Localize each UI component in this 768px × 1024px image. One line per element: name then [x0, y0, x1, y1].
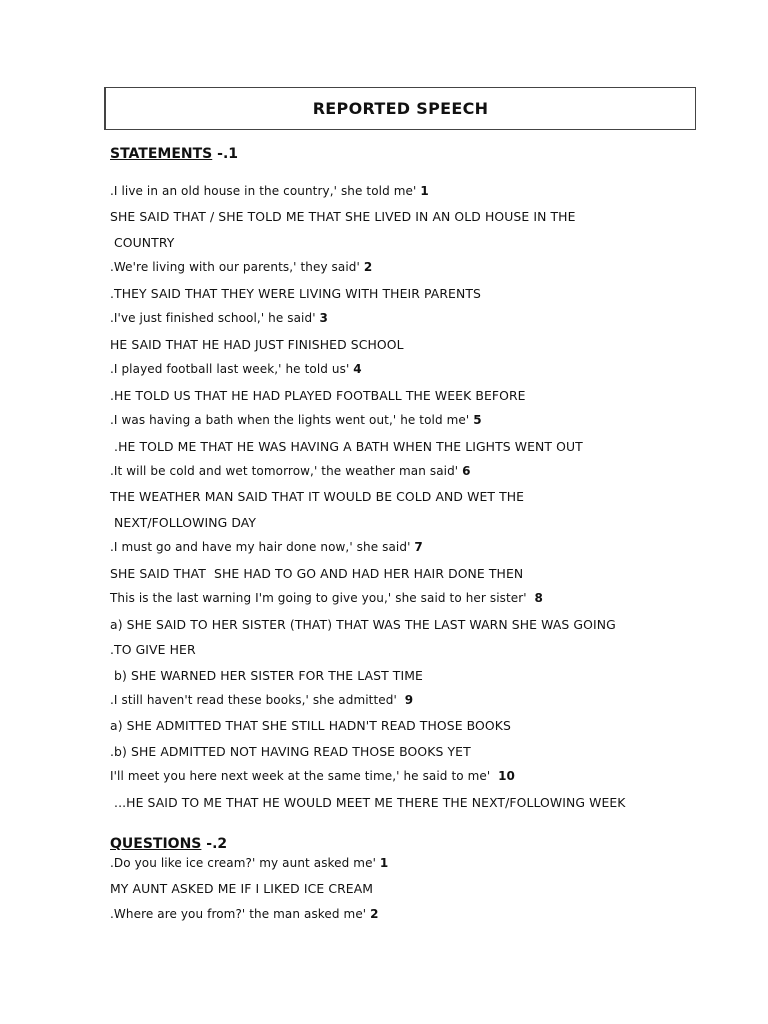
- line-text: .We're living with our parents,' they said': [110, 260, 364, 275]
- line-text: .TO GIVE HER: [110, 642, 196, 658]
- item-number: 6: [462, 463, 471, 478]
- section-heading: [110, 836, 227, 852]
- section-heading-label: STATEMENTS: [110, 146, 213, 162]
- reported-sentence: [110, 744, 471, 759]
- direct-speech-sentence: [110, 856, 388, 870]
- item-number: 4: [353, 362, 362, 377]
- reported-sentence: [110, 718, 511, 733]
- title-box: [104, 87, 696, 130]
- line-text: .b) SHE ADMITTED NOT HAVING READ THOSE BOOKS YET: [110, 743, 471, 759]
- line-text: a) SHE SAID TO HER SISTER (THAT) THAT WAS THE LAST WARN SHE WAS GOING: [110, 616, 616, 632]
- reported-sentence: [110, 617, 616, 632]
- line-text: .HE TOLD US THAT HE HAD PLAYED FOOTBALL THE WEEK BEFORE: [110, 387, 526, 403]
- section-number: -.2: [201, 836, 228, 852]
- line-text: .Where are you from?' the man asked me': [110, 906, 371, 921]
- item-number: 5: [473, 413, 482, 428]
- line-text: .I've just finished school,' he said': [110, 311, 320, 326]
- reported-sentence: [110, 566, 523, 581]
- item-number: 8: [534, 591, 543, 606]
- reported-sentence: [110, 642, 196, 657]
- direct-speech-sentence: [110, 362, 362, 376]
- item-number: 2: [370, 906, 379, 921]
- direct-speech-sentence: [110, 260, 372, 274]
- line-text: .I live in an old house in the country,' she told me': [110, 184, 421, 198]
- line-text: MY AUNT ASKED ME IF I LIKED ICE CREAM: [110, 881, 374, 897]
- line-text: b) SHE WARNED HER SISTER FOR THE LAST TIME: [110, 667, 423, 683]
- line-text: SHE SAID THAT SHE HAD TO GO AND HAD HER HAIR DONE THEN: [110, 565, 524, 581]
- line-text: THE WEATHER MAN SAID THAT IT WOULD BE COLD AND WET THE: [110, 489, 525, 505]
- line-text: .I still haven't read these books,' she admitted': [110, 693, 405, 707]
- direct-speech-sentence: [110, 184, 429, 198]
- section-heading-label: QUESTIONS: [110, 836, 202, 852]
- reported-sentence: [110, 881, 373, 896]
- reported-sentence: [110, 388, 526, 403]
- direct-speech-sentence: [110, 693, 413, 707]
- section-heading: [110, 146, 238, 162]
- line-text: .HE TOLD ME THAT HE WAS HAVING A BATH WHEN THE LIGHTS WENT OUT: [110, 438, 583, 454]
- reported-sentence: [110, 439, 583, 454]
- item-number: 9: [404, 693, 414, 707]
- line-text: .I must go and have my hair done now,' she said': [110, 540, 415, 555]
- line-text: .I played football last week,' he told us': [110, 362, 354, 377]
- section-number: -.1: [212, 146, 239, 162]
- reported-sentence: [110, 286, 481, 301]
- line-text: I'll meet you here next week at the same time,' he said to me': [110, 769, 499, 784]
- reported-sentence: [110, 515, 256, 530]
- line-text: SHE SAID THAT / SHE TOLD ME THAT SHE LIVED IN AN OLD HOUSE IN THE: [110, 209, 576, 225]
- direct-speech-sentence: [110, 464, 471, 478]
- line-text: This is the last warning I'm going to give you,' she said to her sister': [110, 591, 535, 606]
- reported-sentence: [110, 209, 576, 224]
- direct-speech-sentence: [110, 540, 423, 554]
- item-number: 3: [319, 311, 328, 326]
- direct-speech-sentence: [110, 311, 328, 325]
- item-number: 10: [498, 769, 516, 784]
- direct-speech-sentence: [110, 413, 482, 427]
- line-text: .THEY SAID THAT THEY WERE LIVING WITH THEIR PARENTS: [110, 285, 481, 301]
- line-text: .It will be cold and wet tomorrow,' the weather man said': [110, 463, 463, 478]
- item-number: 1: [420, 184, 429, 198]
- direct-speech-sentence: [110, 591, 543, 605]
- line-text: a) SHE ADMITTED THAT SHE STILL HADN'T READ THOSE BOOKS: [110, 718, 511, 734]
- page-title: REPORTED SPEECH: [312, 99, 489, 118]
- reported-sentence: [110, 235, 174, 250]
- reported-sentence: [110, 668, 423, 683]
- direct-speech-sentence: [110, 769, 515, 783]
- line-text: NEXT/FOLLOWING DAY: [110, 514, 257, 530]
- item-number: 2: [363, 260, 373, 275]
- direct-speech-sentence: [110, 907, 379, 921]
- line-text: COUNTRY: [110, 234, 175, 250]
- line-text: ...HE SAID TO ME THAT HE WOULD MEET ME THERE THE NEXT/FOLLOWING WEEK: [110, 794, 626, 810]
- reported-sentence: [110, 795, 626, 810]
- line-text: .I was having a bath when the lights went out,' he told me': [110, 413, 474, 428]
- item-number: 1: [379, 856, 389, 870]
- line-text: .Do you like ice cream?' my aunt asked me': [110, 856, 380, 870]
- reported-sentence: [110, 489, 524, 504]
- line-text: HE SAID THAT HE HAD JUST FINISHED SCHOOL: [110, 336, 404, 352]
- item-number: 7: [414, 540, 423, 555]
- reported-sentence: [110, 337, 404, 352]
